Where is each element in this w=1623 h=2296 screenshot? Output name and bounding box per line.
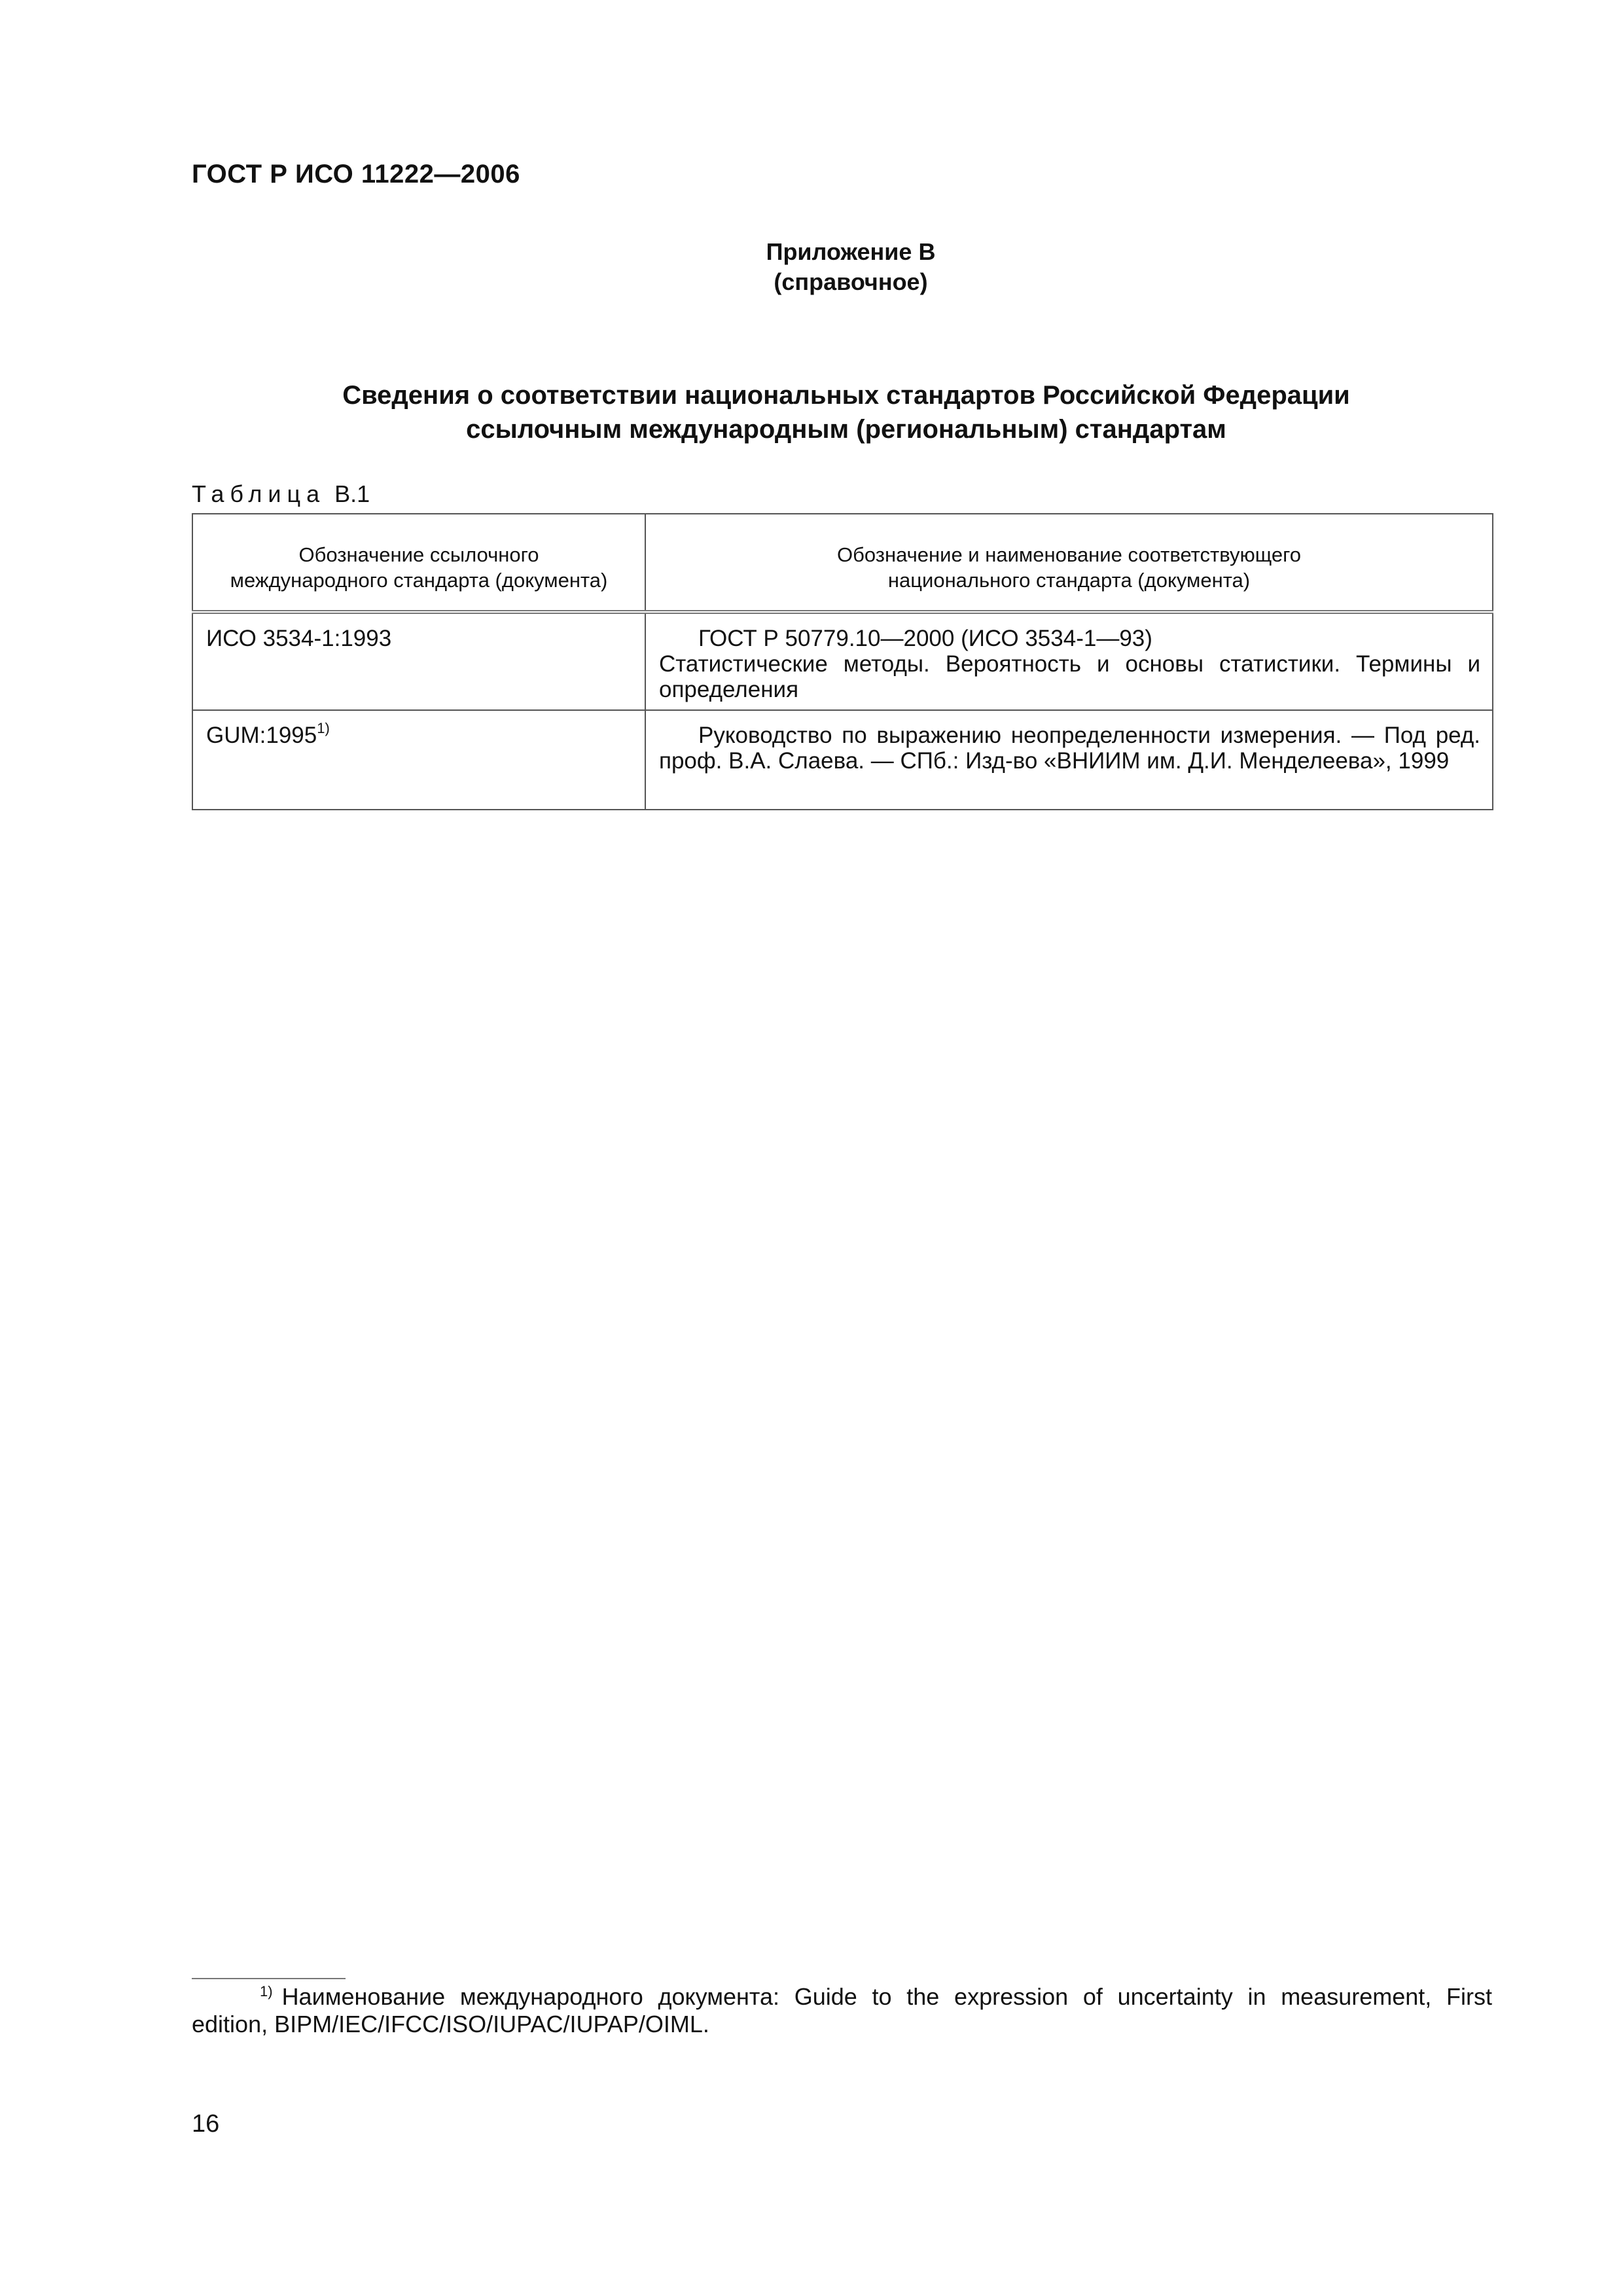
cell-reference [192, 612, 645, 710]
footnote [192, 1983, 1492, 2038]
header-line: Обозначение и наименование соответствующего [836, 543, 1302, 566]
national-designation: Руководство по выражению неопределенности измерения. — Под ред. проф. В.А. Слаева. — СПб.: Изд-во «ВНИИМ им. Д.И. Менделеева», 1999 [659, 723, 1480, 774]
footnote-text: Наименование международного документа: Guide to the expression of uncertainty in measurement, First [281, 1983, 1492, 2010]
section-title-line1: Сведения о соответствии национальных стандартов Российской Федерации [342, 381, 1350, 410]
footnote-line2: edition, BIPM/IEC/IFCC/ISO/IUPAC/IUPAP/OIML. [192, 2011, 709, 2037]
cell-reference [192, 710, 645, 810]
footnote-marker: 1) [317, 720, 330, 737]
appendix-type: (справочное) [774, 268, 928, 295]
footnote-line1 [192, 1983, 1492, 2011]
reference-designation: GUM:1995 [206, 723, 317, 748]
table-caption [192, 480, 370, 508]
footnote-marker: 1) [260, 1983, 273, 2000]
table-header-row [192, 514, 1493, 612]
table-row [192, 612, 1493, 710]
header-line: Обозначение ссылочного [298, 543, 539, 566]
footnote-divider [192, 1978, 346, 1979]
national-designation: ГОСТ Р 50779.10—2000 (ИСО 3534-1—93) [698, 626, 1152, 651]
table-caption-number: В.1 [334, 480, 370, 507]
cell-national [645, 710, 1493, 810]
table-header-reference [192, 514, 645, 612]
reference-designation: ИСО 3534-1:1993 [206, 626, 392, 651]
page-number: 16 [192, 2110, 220, 2138]
table-row [192, 710, 1493, 810]
cell-national [645, 612, 1493, 710]
section-title [192, 378, 1501, 446]
appendix-heading [524, 237, 1178, 297]
appendix-title: Приложение В [766, 238, 936, 265]
national-title: Статистические методы. Вероятность и основы статистики. Термины и определения [659, 651, 1480, 702]
table-header-national [645, 514, 1493, 612]
document-header: ГОСТ Р ИСО 11222—2006 [192, 160, 520, 188]
header-line: международного стандарта (документа) [230, 569, 608, 592]
correspondence-table [192, 513, 1493, 810]
table-caption-word: Таблица [192, 480, 326, 507]
header-line: национального стандарта (документа) [887, 569, 1251, 592]
section-title-line2: ссылочным международным (региональным) стандартам [466, 415, 1226, 444]
